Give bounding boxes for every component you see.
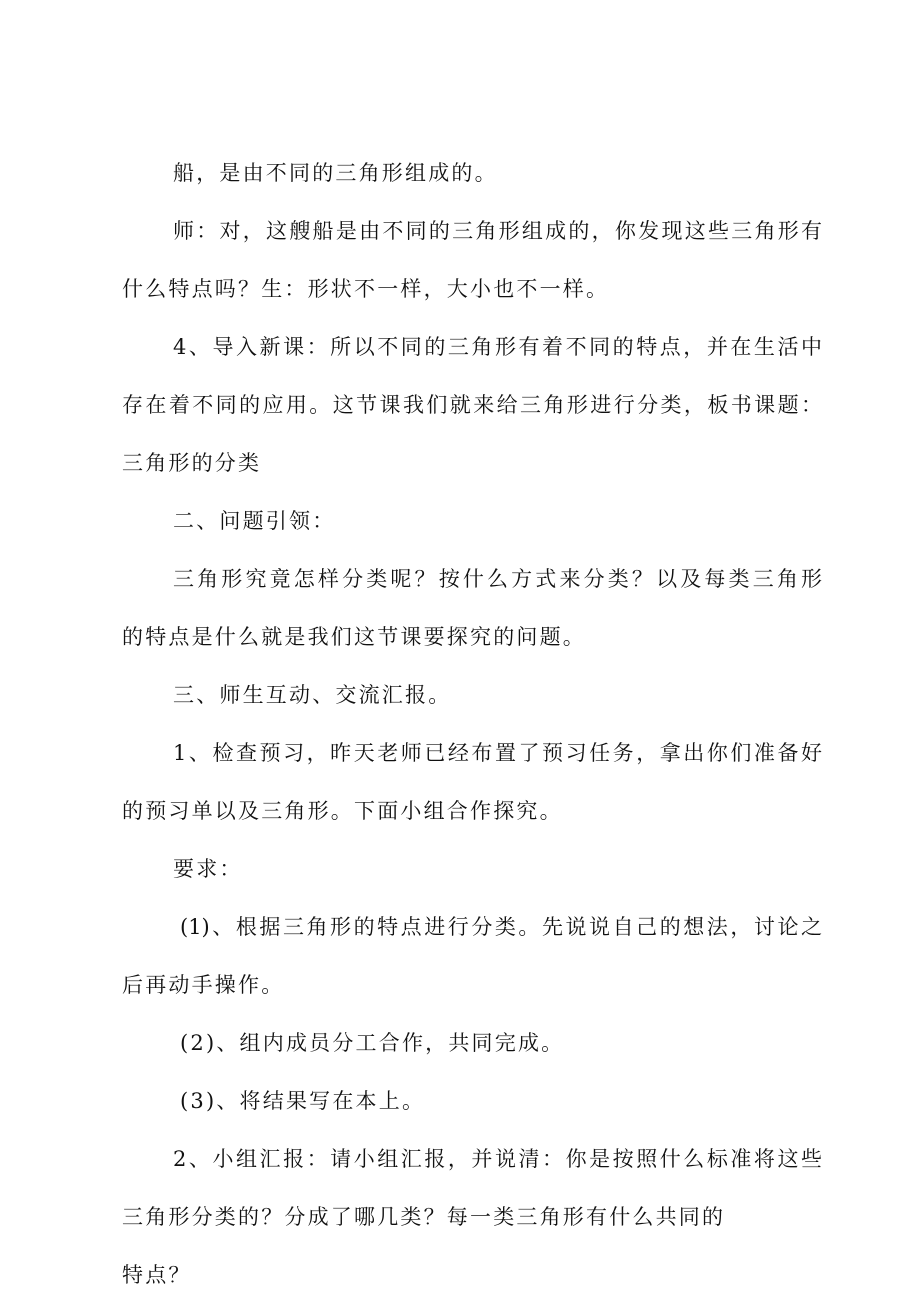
text-line: 师：对，这艘船是由不同的三角形组成的，你发现这些三角形有	[173, 219, 822, 243]
text-line: 船，是由不同的三角形组成的。	[173, 161, 498, 185]
text-line: 1、检查预习，昨天老师已经布置了预习任务，拿出你们准备好	[173, 741, 822, 765]
list-item: (2)、组内成员分工合作，共同完成。	[180, 1031, 565, 1055]
text-line: 三角形究竟怎样分类呢？按什么方式来分类？以及每类三角形	[173, 567, 822, 591]
text-line: 三角形的分类	[122, 451, 262, 475]
text-line: 的预习单以及三角形。下面小组合作探究。	[122, 799, 563, 823]
text-line: 存在着不同的应用。这节课我们就来给三角形进行分类，板书课题：	[122, 393, 822, 417]
text-line: 特点？	[122, 1263, 192, 1287]
text-line: 的特点是什么就是我们这节课要探究的问题。	[122, 625, 586, 649]
text-line: 要求：	[173, 857, 243, 881]
text-line: 后再动手操作。	[122, 973, 285, 997]
text-line: 什么特点吗？生：形状不一样，大小也不一样。	[122, 277, 610, 301]
list-item: (3)、将结果写在本上。	[180, 1089, 426, 1113]
section-heading: 三、师生互动、交流汇报。	[173, 683, 452, 707]
document-body	[122, 160, 822, 1289]
list-item: (1)、根据三角形的特点进行分类。先说说自己的想法，讨论之	[180, 915, 822, 939]
section-heading: 二、问题引领：	[173, 509, 336, 533]
text-line: 4、导入新课：所以不同的三角形有着不同的特点，并在生活中	[173, 335, 822, 359]
text-line: 三角形分类的？分成了哪几类？每一类三角形有什么共同的	[122, 1205, 726, 1229]
text-line: 2、小组汇报：请小组汇报，并说清：你是按照什么标准将这些	[173, 1147, 822, 1171]
